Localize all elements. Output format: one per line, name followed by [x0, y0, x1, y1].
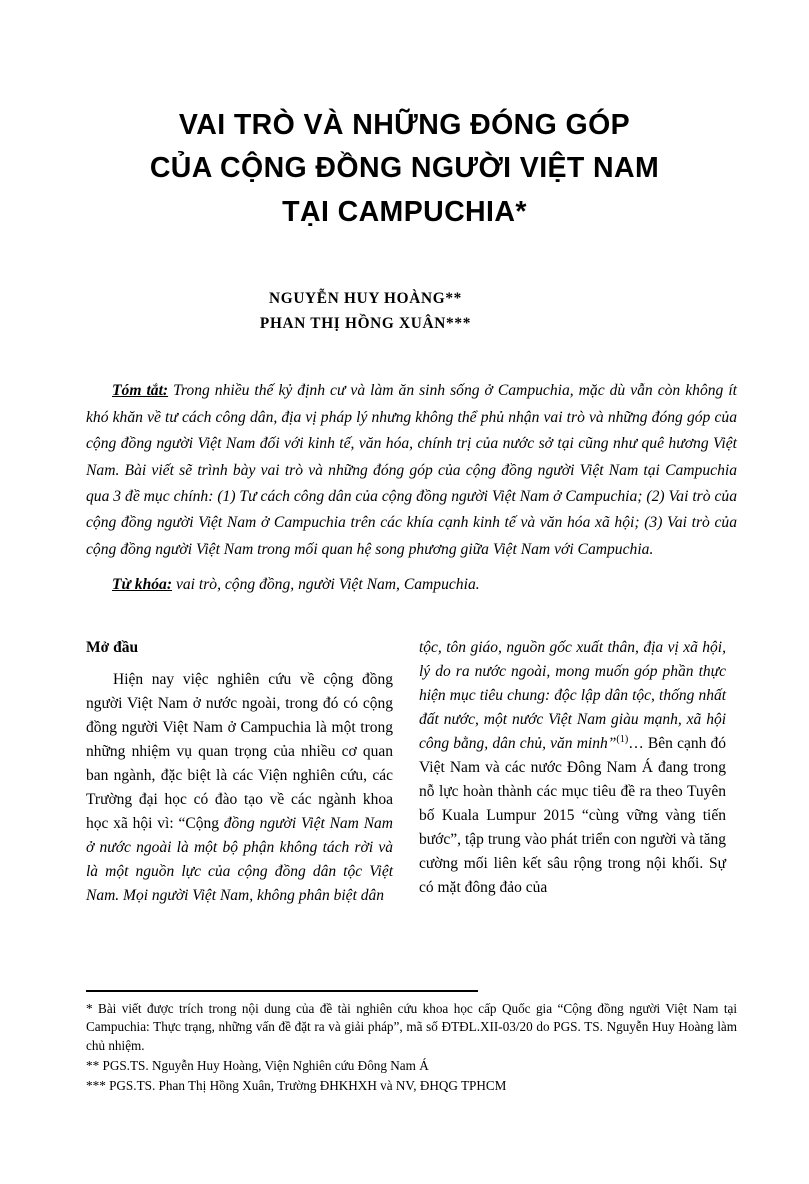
author-name-1: NGUYỄN HUY HOÀNG**: [268, 289, 463, 307]
abstract-section: [0, 378, 809, 598]
section-heading-mo-dau: Mở đầu: [86, 639, 139, 657]
footnote-item: *** PGS.TS. Phan Thị Hồng Xuân, Trường ĐHKHXH và NV, ĐHQG TPHCM: [86, 1078, 507, 1094]
abstract-paragraph: [86, 378, 737, 562]
keywords-label: Từ khóa:: [112, 575, 173, 593]
footnote-divider: [86, 990, 478, 992]
citation-marker: (1): [616, 733, 629, 745]
intro-paragraph: [86, 668, 393, 907]
intro-text: Hiện nay việc nghiên cứu về cộng đồng người Việt Nam ở nước ngoài, trong đó có cộng đồng người Việt Nam ở Campuchia là một trong những nhiệm vụ quan trọng của nhiều cơ quan ban ngành, đặc biệt là các Viện nghiên cứu, các Trường đại học có đào tạo về các ngành khoa học xã hội vì: “Cộng: [86, 671, 393, 832]
keywords-paragraph: [86, 572, 737, 598]
body-two-columns: [0, 636, 809, 907]
right-column: [419, 636, 726, 899]
author-block: [0, 287, 809, 337]
footnote-item: * Bài viết được trích trong nội dung của đề tài nghiên cứu khoa học cấp Quốc gia “Cộng đồng người Việt Nam tại Campuchia: Thực trạng, những vấn đề đặt ra và giải pháp”, mã số ĐTĐL.XII-03/20 do PGS. TS. Nguyễn Huy Hoàng làm chủ nhiệm.: [86, 1001, 737, 1053]
quoted-policy-text-continued: tộc, tôn giáo, nguồn gốc xuất thân, địa vị xã hội, lý do ra nước ngoài, mong muốn góp phần thực hiện mục tiêu chung: độc lập dân tộc, thống nhất đất nước, một nước Việt Nam giàu mạnh, xã hội công bằng, dân chủ, văn minh”: [419, 639, 726, 752]
footnote-area: [86, 990, 737, 1097]
title-line-1: VAI TRÒ VÀ NHỮNG ĐÓNG GÓP: [178, 109, 631, 141]
abstract-text: Trong nhiều thế kỷ định cư và làm ăn sinh sống ở Campuchia, mặc dù vẫn còn không ít khó khăn về tư cách công dân, địa vị pháp lý nhưng không thể phủ nhận vai trò và những đóng góp của cộng đồng người Việt Nam đối với kinh tế, văn hóa, chính trị của nước sở tại cũng như quê hương Việt Nam. Bài viết sẽ trình bày vai trò và những đóng góp của cộng đồng người Việt Nam tại Campuchia qua 3 đề mục chính: (1) Tư cách công dân của cộng đồng người Việt Nam ở Campuchia; (2) Vai trò của cộng đồng người Việt Nam ở Campuchia trên các khía cạnh kinh tế và văn hóa xã hội; (3) Vai trò của cộng đồng người Việt Nam trong mối quan hệ song phương giữa Việt Nam với Campuchia.: [86, 382, 737, 558]
intro-paragraph-continued: [419, 636, 726, 899]
footnote-list: [86, 1000, 737, 1095]
abstract-label: Tóm tắt:: [112, 382, 169, 400]
title-line-3: TẠI CAMPUCHIA*: [282, 195, 527, 228]
author-name-2: PHAN THỊ HỒNG XUÂN***: [259, 314, 472, 332]
footnote-item: ** PGS.TS. Nguyễn Huy Hoàng, Viện Nghiên cứu Đông Nam Á: [86, 1057, 429, 1073]
title-line-2: CỦA CỘNG ĐỒNG NGƯỜI VIỆT NAM: [149, 152, 660, 185]
page-title: [0, 104, 809, 234]
left-column: [86, 636, 393, 907]
post-quote-text: … Bên cạnh đó Việt Nam và các nước Đông Nam Á đang trong nỗ lực hoàn thành các mục tiêu đề ra theo Tuyên bố Kuala Lumpur 2015 “cùng vững vàng tiến bước”, tập trung vào phát triển con người và tăng cường mối liên kết sâu rộng trong nội khối. Sự có mặt đông đảo của: [419, 734, 726, 896]
keywords-text: vai trò, cộng đồng, người Việt Nam, Campuchia.: [175, 575, 480, 593]
quoted-policy-text: đồng người Việt Nam Nam ở nước ngoài là một bộ phận không tách rời và là một nguồn lực của cộng đồng dân tộc Việt Nam. Mọi người Việt Nam, không phân biệt dân: [86, 814, 393, 904]
